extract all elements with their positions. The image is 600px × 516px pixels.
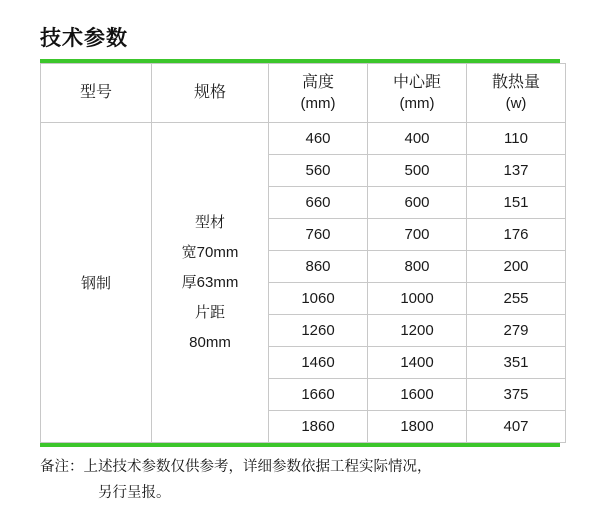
table-header (41, 64, 566, 123)
column-header-heat-unit: (w) (505, 94, 527, 112)
cell-center-distance: 800 (368, 251, 467, 283)
spec-line: 80mm (189, 333, 231, 351)
cell-center-distance: 700 (368, 219, 467, 251)
cell-center-distance: 400 (368, 123, 467, 155)
specification-table (40, 63, 566, 443)
cell-heat-output: 200 (467, 251, 566, 283)
column-header-height (269, 64, 368, 123)
cell-height: 660 (269, 187, 368, 219)
spec-line: 片距 (194, 303, 225, 321)
cell-height: 860 (269, 251, 368, 283)
cell-heat-output: 137 (467, 155, 566, 187)
cell-center-distance: 1200 (368, 315, 467, 347)
cell-heat-output: 279 (467, 315, 566, 347)
column-header-model: 型号 (41, 64, 152, 123)
cell-heat-output: 351 (467, 347, 566, 379)
column-header-heat-output (467, 64, 566, 123)
cell-center-distance: 600 (368, 187, 467, 219)
cell-heat-output: 151 (467, 187, 566, 219)
spec-line: 厚63mm (181, 273, 239, 291)
spec-line: 宽70mm (181, 243, 239, 261)
cell-height: 760 (269, 219, 368, 251)
cell-center-distance: 1600 (368, 379, 467, 411)
cell-height: 1660 (269, 379, 368, 411)
spec-line: 型材 (194, 213, 225, 231)
cell-center-distance: 1400 (368, 347, 467, 379)
cell-heat-output: 110 (467, 123, 566, 155)
cell-heat-output: 375 (467, 379, 566, 411)
column-header-center-distance (368, 64, 467, 123)
cell-model-value: 钢制 (41, 123, 152, 443)
cell-spec-value (152, 123, 269, 443)
table-row (41, 123, 566, 155)
cell-height: 1860 (269, 411, 368, 443)
cell-center-distance: 1800 (368, 411, 467, 443)
table-body (41, 123, 566, 443)
cell-height: 560 (269, 155, 368, 187)
cell-height: 1060 (269, 283, 368, 315)
cell-heat-output: 255 (467, 283, 566, 315)
page-title: 技术参数 (40, 27, 128, 50)
note-block (40, 447, 560, 506)
table-header-row (41, 64, 566, 123)
cell-height: 1260 (269, 315, 368, 347)
cell-heat-output: 176 (467, 219, 566, 251)
column-header-height-unit: (mm) (300, 94, 336, 112)
cell-height: 1460 (269, 347, 368, 379)
column-header-heat-label: 散热量 (491, 74, 540, 92)
note-line-1: 备注：上述技术参数仅供参考，详细参数依据工程实际情况， (40, 459, 432, 476)
column-header-center-unit: (mm) (399, 94, 435, 112)
column-header-height-label: 高度 (301, 74, 334, 92)
cell-height: 460 (269, 123, 368, 155)
column-header-spec: 规格 (152, 64, 269, 123)
column-header-center-label: 中心距 (392, 74, 441, 92)
note-line-2: 另行呈报。 (98, 485, 171, 502)
cell-heat-output: 407 (467, 411, 566, 443)
cell-center-distance: 500 (368, 155, 467, 187)
cell-center-distance: 1000 (368, 283, 467, 315)
